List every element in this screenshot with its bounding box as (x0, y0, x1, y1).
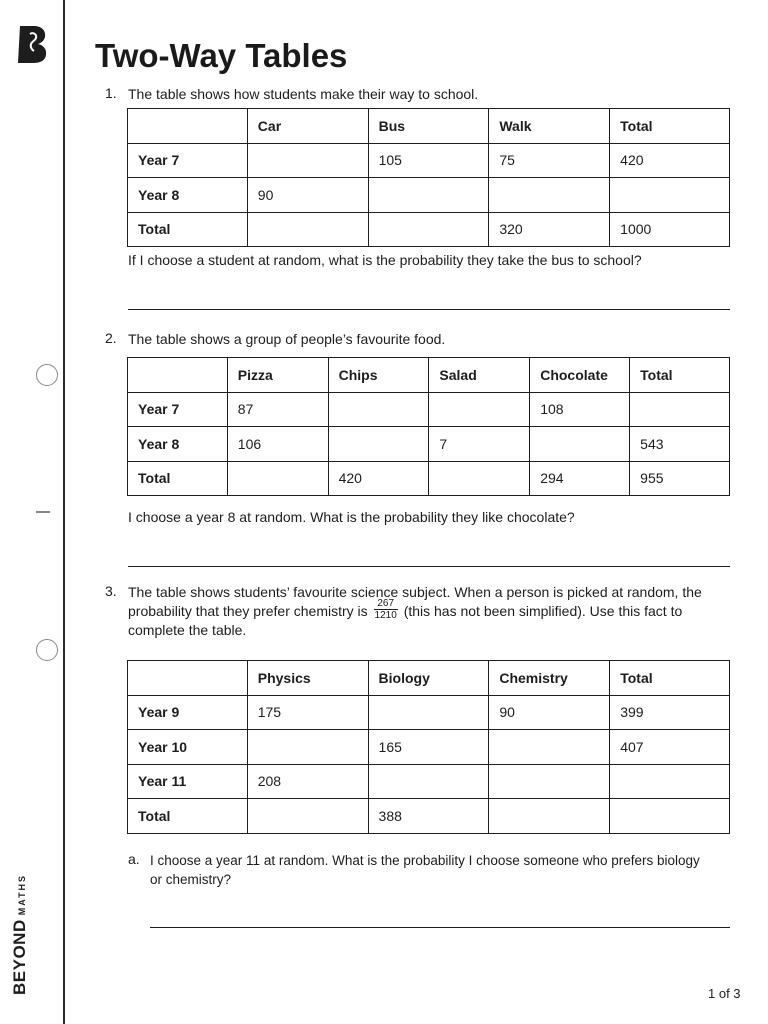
table-travel (127, 108, 730, 247)
table-header-cell: Pizza (227, 358, 328, 393)
table-cell: 399 (610, 695, 730, 730)
table-cell: 7 (429, 427, 530, 462)
question-1-number: 1. (105, 85, 117, 101)
table-cell: 208 (247, 764, 368, 799)
table-cell[interactable] (610, 764, 730, 799)
table-header-cell: Year 9 (128, 695, 248, 730)
answer-line-3a[interactable] (150, 927, 730, 928)
page-number: 1 of 3 (708, 986, 741, 1001)
table-header-cell: Year 7 (128, 143, 248, 178)
table-header-cell (128, 109, 248, 144)
table-row (128, 143, 730, 178)
question-1-text: The table shows how students make their way to school. (128, 86, 479, 102)
brand-wordmark: BEYONDMATHS (10, 873, 29, 995)
question-2-number: 2. (105, 330, 117, 346)
center-mark (36, 511, 50, 513)
table-header-cell: Total (128, 461, 228, 496)
table-cell[interactable] (247, 143, 368, 178)
table-header-cell: Chocolate (530, 358, 630, 393)
table-row (128, 799, 730, 834)
punch-hole-bottom (36, 639, 58, 661)
table-cell: 90 (489, 695, 610, 730)
fraction: $\frac{267}{1210}$ (374, 597, 397, 621)
question-3-text: The table shows students’ favourite science subject. When a person is picked at random, the probability that they prefer chemistry is $\frac{267}{1210}$ (this has not been simplified). Use this fact to complete the table. (128, 584, 702, 638)
part-a-label: a. (128, 851, 140, 867)
table-header-cell: Walk (489, 109, 610, 144)
table-header-cell (128, 661, 248, 696)
punch-hole-top (36, 364, 58, 386)
answer-line-1[interactable] (128, 309, 730, 310)
table-cell: 175 (247, 695, 368, 730)
table-cell: 105 (368, 143, 489, 178)
table-header-cell: Physics (247, 661, 368, 696)
table-row (128, 178, 730, 213)
question-2-text: The table shows a group of people’s favourite food. (128, 331, 446, 347)
table-cell: 75 (489, 143, 610, 178)
table-header-cell: Chemistry (489, 661, 610, 696)
table-header-cell: Total (610, 109, 730, 144)
table-cell[interactable] (368, 695, 489, 730)
table-row (128, 109, 730, 144)
table-header-cell: Total (128, 799, 248, 834)
table-cell[interactable] (368, 764, 489, 799)
question-2-prompt: I choose a year 8 at random. What is the probability they like chocolate? (128, 509, 575, 525)
table-cell: 407 (610, 730, 730, 765)
table-food (127, 357, 730, 496)
table-row (128, 358, 730, 393)
table-header-cell: Salad (429, 358, 530, 393)
table-cell: 420 (328, 461, 429, 496)
table-header-cell: Year 7 (128, 392, 228, 427)
table-cell[interactable] (610, 178, 730, 213)
table-header-cell: Year 8 (128, 427, 228, 462)
table-cell[interactable] (227, 461, 328, 496)
table-cell[interactable] (429, 461, 530, 496)
table-row (128, 764, 730, 799)
table-cell[interactable] (489, 730, 610, 765)
table-cell: 165 (368, 730, 489, 765)
table-cell[interactable] (328, 427, 429, 462)
table-header-cell (128, 358, 228, 393)
table-science (127, 660, 730, 834)
table-row (128, 695, 730, 730)
table-row (128, 661, 730, 696)
table-cell: 294 (530, 461, 630, 496)
table-cell[interactable] (530, 427, 630, 462)
table-cell: 955 (630, 461, 730, 496)
table-header-cell: Total (630, 358, 730, 393)
answer-line-2[interactable] (128, 566, 730, 567)
table-cell[interactable] (610, 799, 730, 834)
table-cell[interactable] (630, 392, 730, 427)
table-header-cell: Total (610, 661, 730, 696)
table-cell: 87 (227, 392, 328, 427)
table-row (128, 461, 730, 496)
table-row (128, 427, 730, 462)
table-cell[interactable] (489, 799, 610, 834)
page-title: Two-Way Tables (95, 37, 348, 74)
beyond-logo-icon (16, 24, 50, 64)
table-cell[interactable] (429, 392, 530, 427)
table-header-cell: Biology (368, 661, 489, 696)
table-header-cell: Total (128, 212, 248, 247)
table-cell[interactable] (247, 799, 368, 834)
table-cell[interactable] (328, 392, 429, 427)
table-cell: 108 (530, 392, 630, 427)
table-header-cell: Year 11 (128, 764, 248, 799)
table-header-cell: Car (247, 109, 368, 144)
table-row (128, 392, 730, 427)
table-cell: 320 (489, 212, 610, 247)
table-cell[interactable] (489, 764, 610, 799)
table-cell: 543 (630, 427, 730, 462)
table-cell: 90 (247, 178, 368, 213)
table-cell[interactable] (247, 730, 368, 765)
table-cell: 420 (610, 143, 730, 178)
table-cell[interactable] (489, 178, 610, 213)
table-cell[interactable] (247, 212, 368, 247)
table-cell: 106 (227, 427, 328, 462)
margin-line (63, 0, 65, 1024)
table-row (128, 730, 730, 765)
table-header-cell: Bus (368, 109, 489, 144)
table-cell: 388 (368, 799, 489, 834)
table-cell[interactable] (368, 212, 489, 247)
table-cell: 1000 (610, 212, 730, 247)
part-a-text: I choose a year 11 at random. What is the probability I choose someone who prefers biology or chemistry? (150, 853, 700, 887)
table-row (128, 212, 730, 247)
table-cell[interactable] (368, 178, 489, 213)
table-header-cell: Year 8 (128, 178, 248, 213)
question-3-number: 3. (105, 583, 117, 599)
question-1-prompt: If I choose a student at random, what is the probability they take the bus to school? (128, 252, 642, 268)
table-header-cell: Chips (328, 358, 429, 393)
table-header-cell: Year 10 (128, 730, 248, 765)
